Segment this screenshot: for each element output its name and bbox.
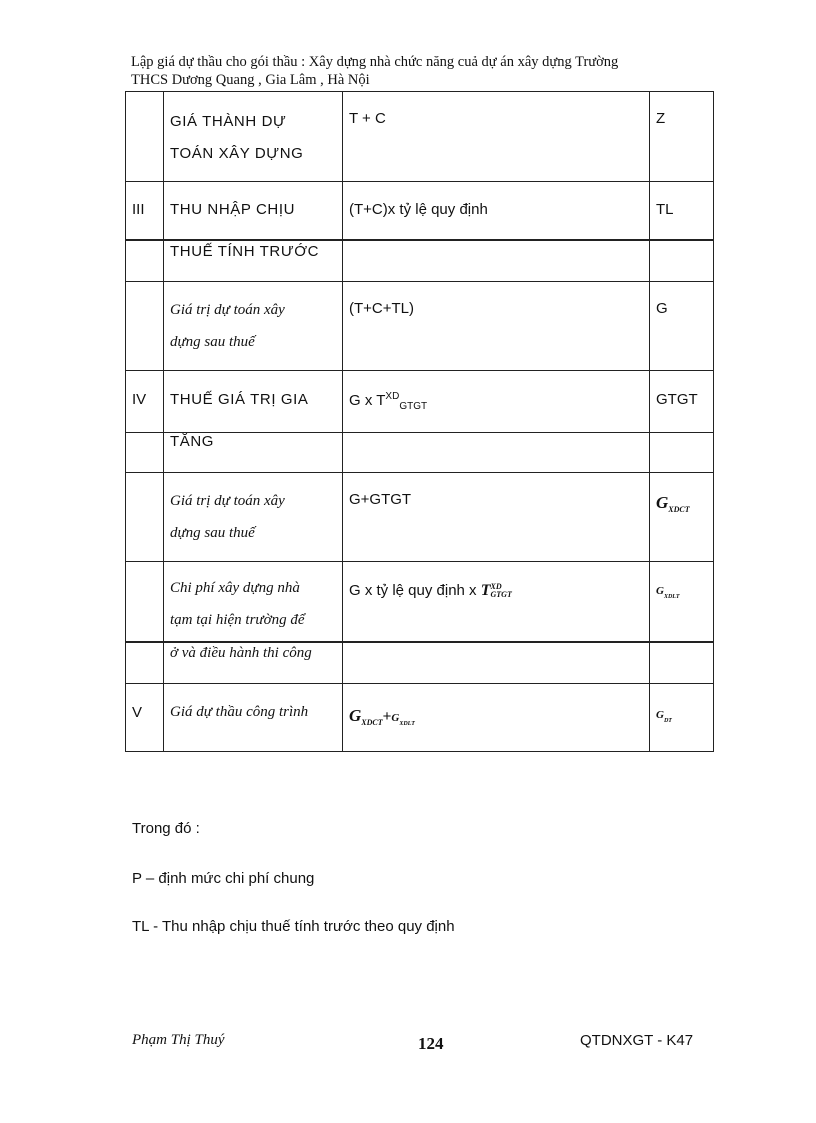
item-name: THUẾ TÍNH TRƯỚC (164, 240, 343, 282)
table-row (126, 182, 714, 240)
table-row (126, 684, 714, 752)
item-name: Giá dự thầu công trình (164, 684, 343, 752)
table-row (126, 433, 714, 473)
row-number (126, 240, 164, 282)
table-row (126, 282, 714, 371)
row-number: III (126, 182, 164, 240)
symbol (650, 642, 714, 684)
item-name (164, 562, 343, 642)
footer-class-code: QTDNXGT - K47 (580, 1032, 694, 1049)
row-number (126, 92, 164, 182)
notes-intro: Trong đó : (132, 820, 200, 837)
formula (343, 562, 650, 642)
item-name-line: dựng sau thuế (170, 334, 255, 350)
formula: T + C (343, 92, 650, 182)
row-number: IV (126, 371, 164, 433)
symbol (650, 684, 714, 752)
symbol (650, 240, 714, 282)
note-tl: TL - Thu nhập chịu thuế tính trước theo quy định (132, 918, 455, 935)
formula-script-stack (491, 583, 512, 599)
header-line-1: Lập giá dự thầu cho gói thầu : Xây dựng nhà chức năng cuả dự án xây dựng Trường (131, 54, 619, 70)
item-name-line: Chi phí xây dựng nhà (170, 580, 300, 596)
item-name (164, 473, 343, 562)
table-row (126, 473, 714, 562)
item-name: ở và điều hành thi công (164, 642, 343, 684)
symbol-main: G (656, 493, 669, 512)
formula-superscript: XD (490, 582, 502, 592)
formula: (T+C+TL) (343, 282, 650, 371)
row-number (126, 473, 164, 562)
item-name (164, 92, 343, 182)
item-name-line: Giá trị dự toán xây (170, 493, 285, 509)
formula (343, 371, 650, 433)
formula-subscript: XDLT (399, 721, 415, 727)
formula-subscript: GTGT (490, 590, 512, 600)
symbol-main: G (656, 585, 664, 597)
row-number (126, 433, 164, 473)
item-name-line: Giá trị dự toán xây (170, 302, 285, 318)
row-number (126, 562, 164, 642)
formula-subscript: XDCT (361, 718, 383, 727)
row-number: V (126, 684, 164, 752)
formula-subscript: GTGT (399, 401, 428, 412)
table-row (126, 642, 714, 684)
page-header (131, 53, 691, 89)
table-row (126, 92, 714, 182)
symbol (650, 562, 714, 642)
symbol: Z (650, 92, 714, 182)
item-name-line: dựng sau thuế (170, 525, 255, 541)
item-name-line: tạm tại hiện trường để (170, 612, 305, 628)
table-row (126, 562, 714, 642)
formula: G+GTGT (343, 473, 650, 562)
formula-text: G x T (349, 392, 386, 409)
symbol-main: G (656, 709, 664, 721)
page-number: 124 (418, 1034, 444, 1053)
table-row (126, 240, 714, 282)
item-name (164, 282, 343, 371)
footer-author: Phạm Thị Thuý (132, 1032, 225, 1048)
symbol (650, 473, 714, 562)
item-name-line: GIÁ THÀNH DỰ (170, 113, 287, 130)
formula-symbol: T (480, 582, 491, 599)
symbol (650, 433, 714, 473)
formula (343, 240, 650, 282)
formula (343, 642, 650, 684)
symbol-subscript: XDLT (663, 594, 680, 600)
row-number (126, 642, 164, 684)
header-line-2: THCS Dương Quang , Gia Lâm , Hà Nội (131, 72, 370, 88)
formula (343, 684, 650, 752)
formula-superscript: XD (385, 391, 400, 402)
symbol: GTGT (650, 371, 714, 433)
table-row (126, 371, 714, 433)
formula: (T+C)x tỷ lệ quy định (343, 182, 650, 240)
item-name: TĂNG (164, 433, 343, 473)
formula-symbol: G (349, 706, 362, 725)
formula-text: G x tỷ lệ quy định x (349, 582, 477, 599)
item-name: THUẾ GIÁ TRỊ GIA (164, 371, 343, 433)
formula-operator: + (382, 708, 392, 725)
row-number (126, 282, 164, 371)
symbol-subscript: XDCT (668, 505, 690, 514)
symbol: G (650, 282, 714, 371)
formula (343, 433, 650, 473)
symbol-subscript: DT (663, 718, 672, 724)
formula-symbol: G (391, 712, 400, 724)
item-name-line: TOÁN XÂY DỰNG (170, 145, 304, 162)
item-name: THU NHẬP CHỊU (164, 182, 343, 240)
cost-table (125, 91, 714, 752)
note-p: P – định mức chi phí chung (132, 870, 315, 887)
symbol: TL (650, 182, 714, 240)
